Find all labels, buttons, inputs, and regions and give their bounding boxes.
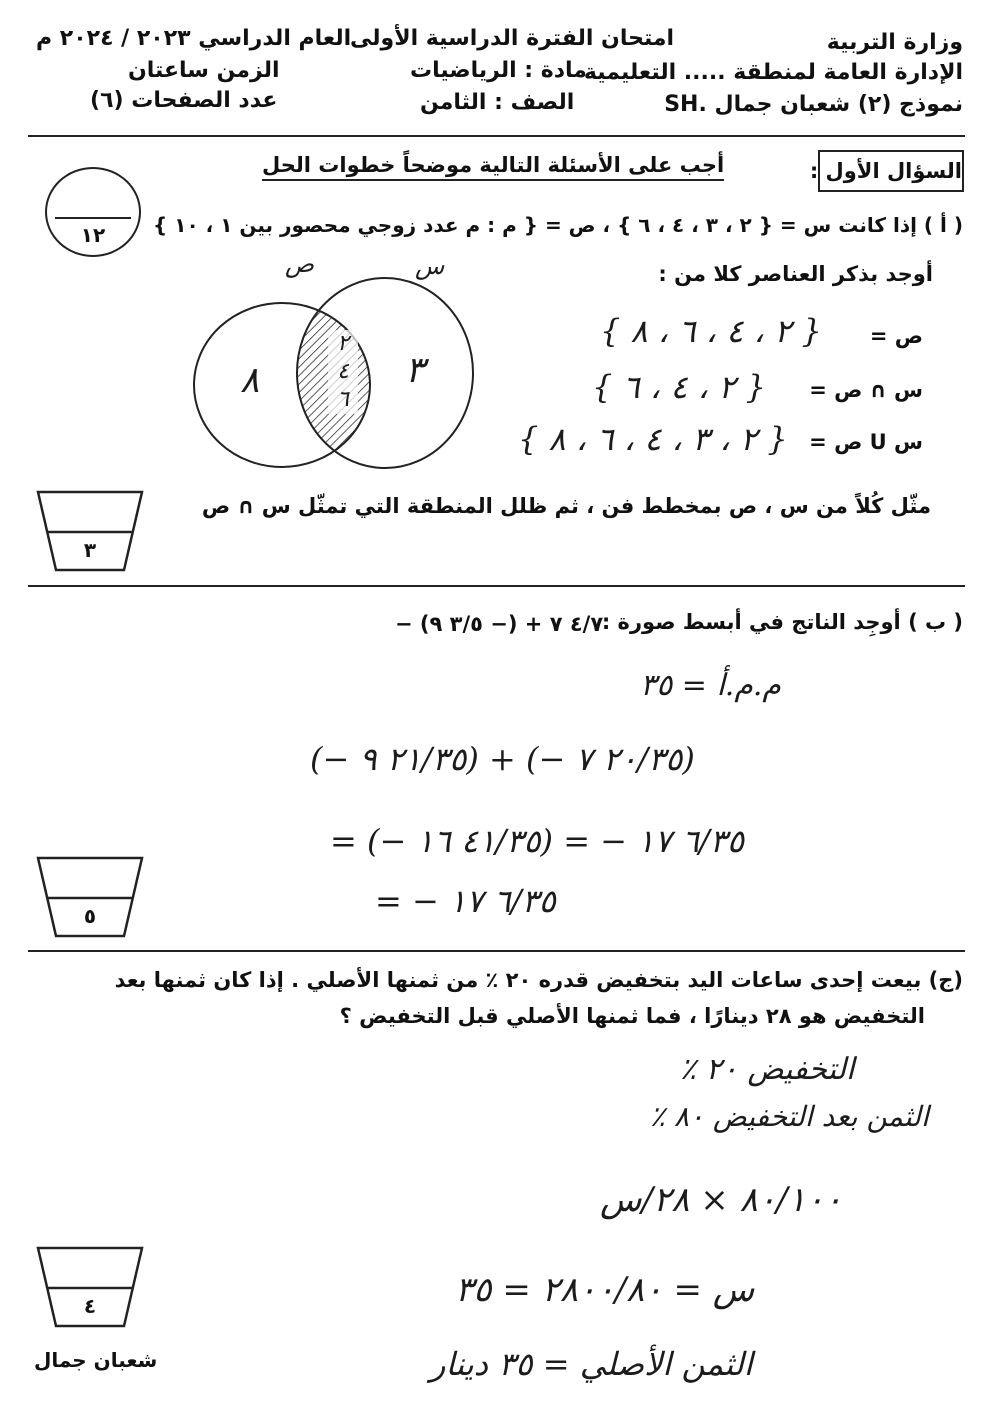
handwritten-answer-union: { ٢ ، ٣ ، ٤ ، ٦ ، ٨ }: [518, 420, 788, 458]
page-count: عدد الصفحات (٦): [90, 88, 278, 113]
venn-overlap-region: ٢ ٤ ٦: [328, 330, 358, 414]
answer-line-y: ص =: [869, 324, 923, 348]
handwritten-answer-intersection: { ٢ ، ٤ ، ٦ }: [592, 368, 766, 406]
part-a-divider: [28, 585, 965, 587]
venn-label-left: ص: [285, 250, 315, 278]
handwritten-price-after: الثمن بعد التخفيض ٨٠ ٪: [650, 1100, 929, 1133]
exam-model: نموذج (٢) شعبان جمال .SH: [664, 92, 963, 117]
handwritten-step-result: = − ٦/٣٥ ١٧: [375, 882, 556, 920]
part-b-divider: [28, 950, 965, 952]
part-b-score-box: [36, 856, 144, 938]
venn-label-right: س: [415, 252, 445, 280]
part-c-score: ٤: [83, 1294, 97, 1318]
handwritten-step-convert: (− ٢١/٣٥ ٩) + (− ٢٠/٣٥ ٧): [310, 740, 695, 778]
part-a-statement: ( أ ) إذا كانت س = { ٢ ، ٣ ، ٤ ، ٦ } ، ص = { م : م عدد زوجي محصور بين ١ ، ١٠ }: [153, 213, 963, 237]
directorate-name: الإدارة العامة لمنطقة ..... التعليمية: [583, 60, 963, 85]
total-score-circle: [45, 167, 141, 257]
subject: مادة : الرياضيات: [410, 58, 587, 83]
handwritten-proportion: ٨٠/١٠٠ × ٢٨/س: [600, 1180, 843, 1220]
part-a-score: ٣: [83, 538, 97, 562]
venn-instruction: مثّل كُلاً من س ، ص بمخطط فن ، ثم ظلل المنطقة التي تمثّل س ∩ ص: [201, 494, 931, 518]
handwritten-discount: التخفيض ٢٠ ٪: [680, 1052, 855, 1087]
part-b-expression: − ٤/٧ ٧ + (− ٣/٥ ٩): [395, 612, 604, 636]
question-label: السؤال الأول :: [818, 150, 964, 192]
part-a-score-box: [36, 490, 144, 572]
grade: الصف : الثامن: [420, 90, 575, 115]
venn-right-region: ٣: [405, 350, 425, 391]
footer-author: شعبان جمال: [34, 1348, 158, 1372]
part-c-score-box: [36, 1246, 144, 1328]
handwritten-step-sum: = (− ٤١/٣٥ ١٦) = − ٦/٣٥ ١٧: [330, 822, 745, 860]
part-a-prompt: أوجد بذكر العناصر كلا من :: [658, 262, 933, 286]
answer-line-intersection: س ∩ ص =: [809, 378, 923, 402]
part-c-statement-line2: التخفيض هو ٢٨ دينارًا ، فما ثمنها الأصلي قبل التخفيض ؟: [339, 1004, 925, 1028]
question-instruction: أجب على الأسئلة التالية موضحاً خطوات الحل: [262, 153, 724, 181]
exam-title: امتحان الفترة الدراسية الأولى: [350, 26, 675, 51]
score-divider: [55, 217, 131, 219]
ministry-name: وزارة التربية: [826, 30, 963, 55]
total-score: ١٢: [80, 223, 106, 247]
venn-left-region: ٨: [240, 360, 260, 401]
part-c-statement-line1: (ج) بيعت إحدى ساعات اليد بتخفيض قدره ٢٠ ٪ من ثمنها الأصلي . إذا كان ثمنها بعد: [114, 968, 963, 992]
handwritten-lcm: م.م.أ = ٣٥: [640, 668, 781, 703]
handwritten-answer-y: { ٢ ، ٤ ، ٦ ، ٨ }: [600, 312, 822, 350]
handwritten-final-answer: الثمن الأصلي = ٣٥ دينار: [430, 1345, 753, 1383]
answer-line-union: س U ص =: [809, 430, 923, 454]
academic-year: العام الدراسي ٢٠٢٣ / ٢٠٢٤ م: [36, 26, 352, 51]
part-b-statement: ( ب ) أوجِد الناتج في أبسط صورة :: [601, 610, 963, 634]
header-divider: [28, 135, 965, 137]
handwritten-solve: س = ٢٨٠٠/٨٠ = ٣٥: [455, 1270, 755, 1310]
exam-duration: الزمن ساعتان: [128, 58, 280, 83]
part-b-score: ٥: [83, 904, 97, 928]
